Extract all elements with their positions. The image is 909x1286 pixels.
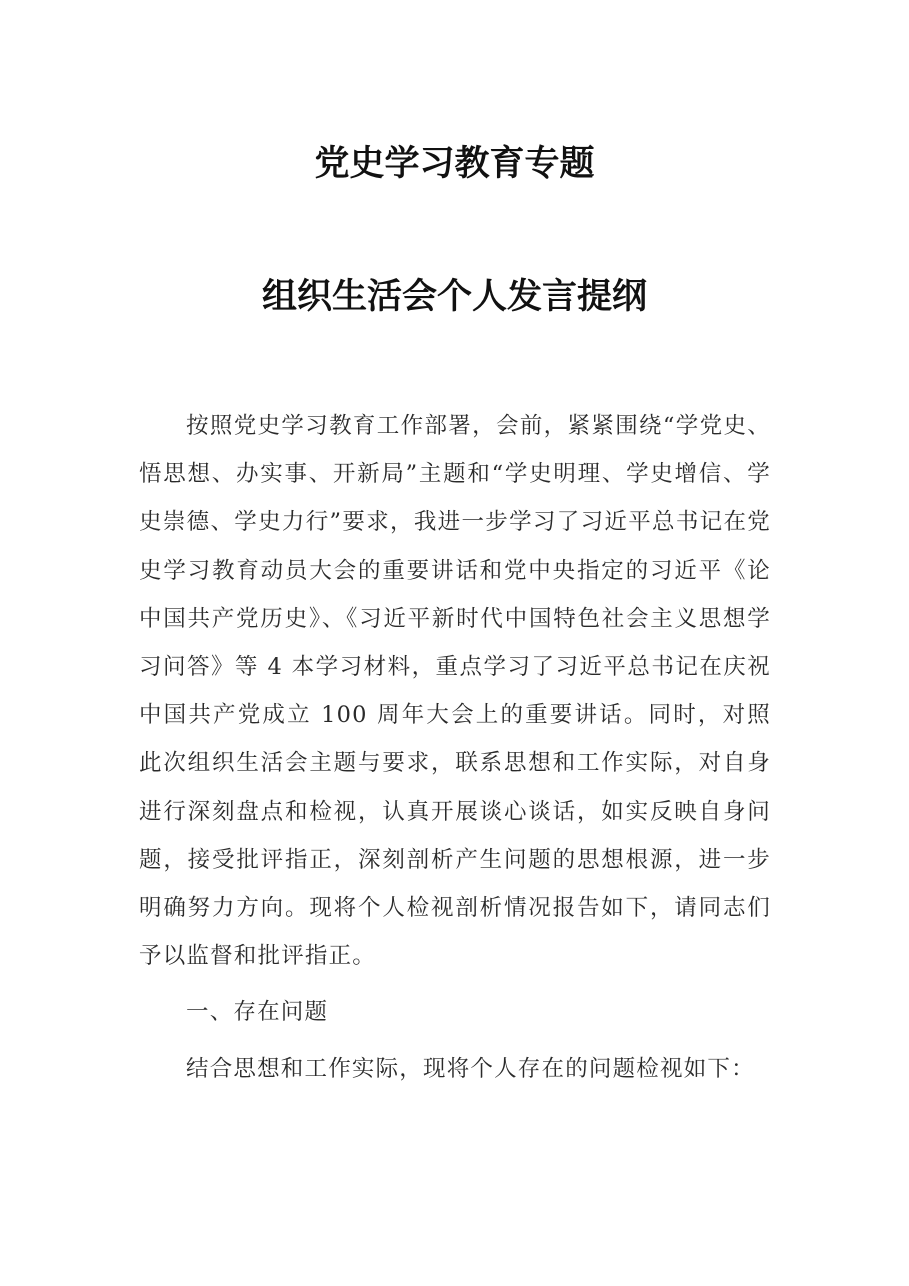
document-subtitle: 组织生活会个人发言提纲 [261, 276, 647, 317]
section-lead-paragraph: 结合思想和工作实际，现将个人存在的问题检视如下： [186, 1056, 755, 1082]
section-heading: 一、存在问题 [186, 999, 329, 1025]
intro-paragraph: 按照党史学习教育工作部署，会前，紧紧围绕“学党史、悟思想、办实事、开新局”主题和“学史明理、学史增信、学史崇德、学史力行”要求，我进一步学习了习近平总书记在党史学习教育动员大会的重要讲话和党中央指定的习近平《论中国共产党历史》、《习近平新时代中国特色社会主义思想学习问答》等 4 本学习材料，重点学习了习近平总书记在庆祝中国共产党成立 100 周年大会上的重要讲话。同时，对照此次组织生活会主题与要求，联系思想和工作实际，对自身进行深刻盘点和检视，认真开展谈心谈话，如实反映自身问题，接受批评指正，深刻剖析产生问题的思想根源，进一步明确努力方向。现将个人检视剖析情况报告如下，请同志们予以监督和批评指正。 [139, 413, 771, 970]
document-title: 党史学习教育专题 [314, 143, 595, 184]
